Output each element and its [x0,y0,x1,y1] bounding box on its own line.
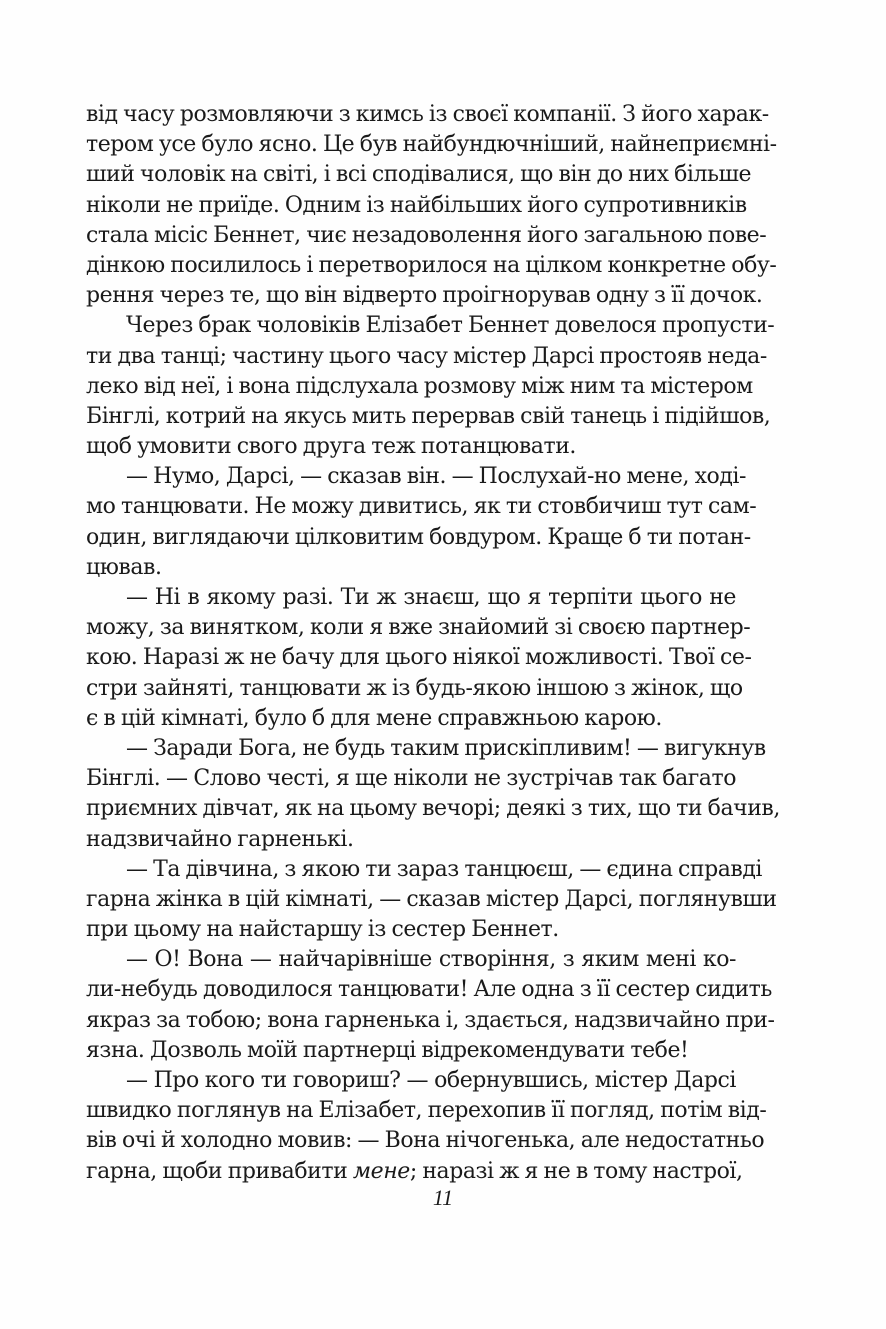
paragraph-first-line: — Нумо, Дарсі, — сказав він. — Послухай-но мене, ході- [126,464,746,490]
text-line: ти два танці; частину цього часу містер Дарсі простояв неда- [86,343,767,369]
text-line: рення через те, що він відверто проігнорував одну з її дочок. [86,283,763,309]
text-line: язна. Дозволь моїй партнерці відрекомендувати тебе! [86,1037,689,1063]
text-line [86,1157,743,1187]
paragraph-first-line: — Ні в якому разі. Ти ж знаєш, що я терпіти цього не [126,585,736,610]
text-line: тером усе було ясно. Це був найбундючніший, найнеприємні- [86,132,777,158]
text-line: від часу розмовляючи з кимсь із своєї компанії. З його харак- [86,102,769,127]
paragraph-first-line: — Заради Бога, не будь таким прискіпливим! — вигукнув [126,735,766,761]
text-line: швидко поглянув на Елізабет, перехопив її погляд, потім від- [86,1098,767,1124]
text-line: надзвичайно гарненькі. [86,826,354,852]
emphasized-word: мене [352,1158,410,1184]
text-segment: гарна, щоби привабити [86,1158,353,1184]
text-line: ли-небудь доводилося танцювати! Але одна з її сестер сидить [86,977,772,1003]
text-line: ший чоловік на світі, і всі сподівалися, що він до них більше [86,162,752,188]
body-text [86,100,780,1187]
text-line: вів очі й холодно мовив: — Вона нічогенька, але недостатньо [86,1128,765,1154]
text-line: ніколи не приїде. Одним із найбільших його супротивників [86,192,747,218]
text-line: мо танцювати. Не можу дивитись, як ти стовбичиш тут сам- [86,494,757,520]
text-line: приємних дівчат, як на цьому вечорі; деякі з тих, що ти бачив, [86,796,780,822]
text-segment: ; наразі ж я не в тому настрої, [409,1158,743,1184]
paragraph-first-line: — О! Вона — найчарівніше створіння, з яким мені ко- [126,947,736,973]
text-line: щоб умовити свого друга теж потанцювати. [86,434,576,460]
text-line: один, виглядаючи цілковитим бовдуром. Краще б ти потан- [86,524,751,550]
paragraph-first-line: — Про кого ти говориш? — обернувшись, містер Дарсі [126,1068,736,1093]
text-line: Бінглі, котрий на якусь мить перервав свій танець і підійшов, [86,403,771,429]
page-number: 11 [432,1185,454,1210]
text-line: якраз за тобою; вона гарненька і, здається, надзвичайно при- [86,1007,775,1033]
paragraph-first-line: Через брак чоловіків Елізабет Беннет довелося пропусти- [126,313,775,339]
text-line: є в цій кімнаті, було б для мене справжньою карою. [86,705,662,731]
text-line: дінкою посилилось і перетворилося на цілком конкретне обу- [86,252,777,278]
text-line: можу, за винятком, коли я вже знайомий зі своєю партнер- [86,615,751,641]
text-line: кою. Наразі ж не бачу для цього ніякої можливості. Твої се- [86,645,752,671]
text-line: гарна жінка в цій кімнаті, — сказав містер Дарсі, поглянувши [86,886,777,912]
text-line: стри зайняті, танцювати ж із будь-якою іншою з жінок, що [86,675,743,701]
text-line: при цьому на найстаршу із сестер Беннет. [86,917,559,943]
text-line: Бінглі. — Слово честі, я ще ніколи не зустрічав так багато [86,766,736,792]
text-line: цював. [86,554,162,580]
text-line: леко від неї, і вона підслухала розмову між ним та містером [86,373,753,399]
text-line: стала місіс Беннет, чиє незадоволення його загальною пове- [86,222,767,248]
paragraph-first-line: — Та дівчина, з якою ти зараз танцюєш, — єдина справді [126,856,763,882]
